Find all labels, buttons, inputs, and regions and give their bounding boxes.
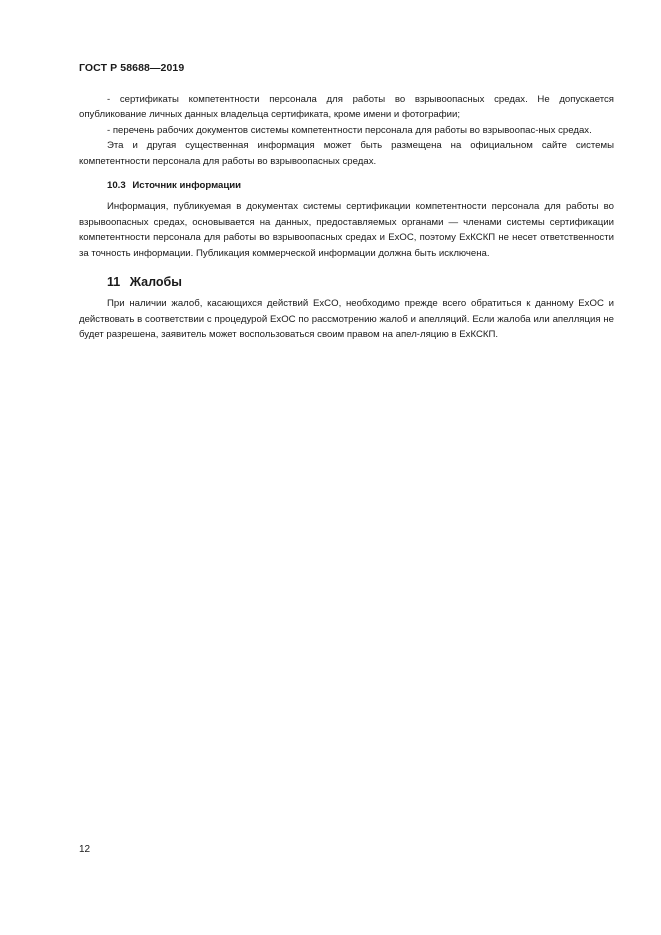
section-heading [107,275,614,290]
section-title: Жалобы [129,275,182,290]
paragraph-publication-note: Эта и другая существенная информация может быть размещена на официальном сайте системы компетентности персонала для работы во взрывоопасных средах. [79,140,614,167]
page-number: 12 [79,844,91,855]
paragraph-complaints: При наличии жалоб, касающихся действий ExCO, необходимо прежде всего обратиться к данному ExOC и действовать в соответствии с процедурой ExOC по рассмотрению жалоб и апелляций. Если жалоба или апелляция не будет разрешена, заявитель может воспользоваться своим правом на апел-ляцию в ExКСКП. [79,298,614,341]
subsection-title: Источник информации [132,180,242,192]
page-header: ГОСТ Р 58688—2019 [79,62,185,74]
document-body [79,92,614,343]
subsection-heading [107,178,614,193]
paragraph-information-source: Информация, публикуемая в документах системы сертификации компетентности персонала для работы во взрывоопасных средах, основывается на данных, предоставляемых органами — членами системы сертификации компетентности персонала для работы во взрывоопасных средах и ExOC, поэтому ExКСКП не несет ответственности за точность информации. Публикация коммерческой информации должна быть исключена. [79,201,614,259]
subsection-number: 10.3 [107,180,126,192]
paragraph-documents-list: - перечень рабочих документов системы компетентности персонала для работы во взрывоопас-ных средах. [107,124,592,136]
section-number: 11 [107,275,121,290]
paragraph-certificates: - сертификаты компетентности персонала для работы во взрывоопасных средах. Не допускается опубликование личных данных владельца сертификата, кроме имени и фотографии; [79,94,614,121]
